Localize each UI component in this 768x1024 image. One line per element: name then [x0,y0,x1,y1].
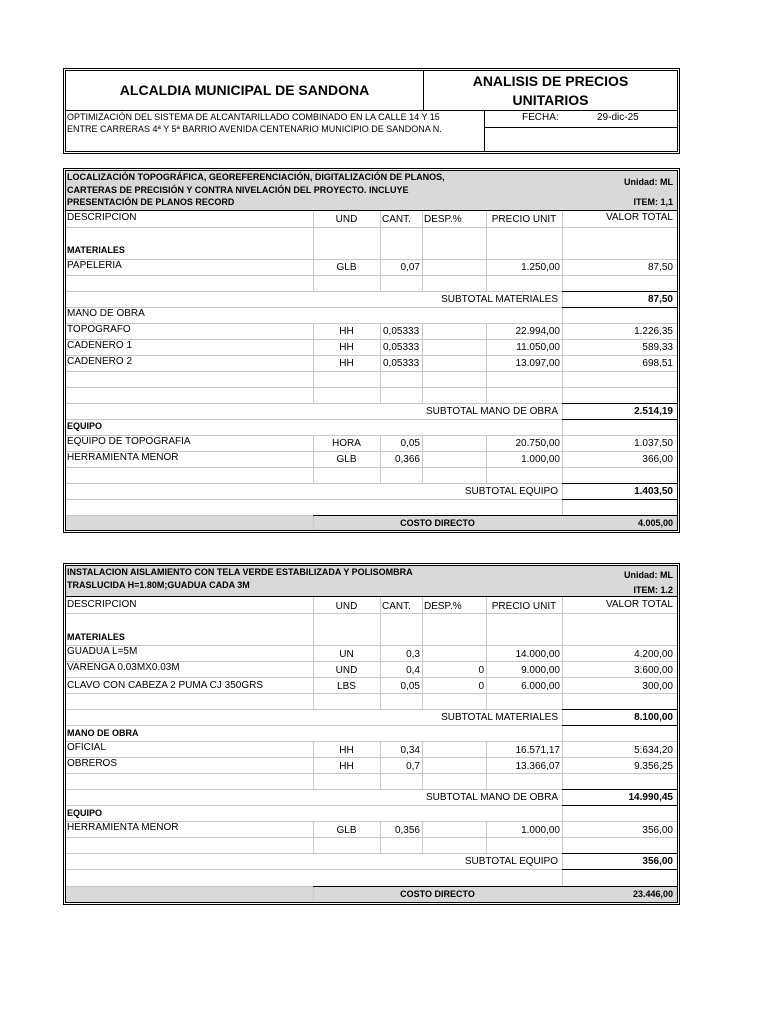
item1-costo: 4.005,00 [637,518,673,528]
col-und: UND [335,214,358,225]
item2-subtotal-mano: 14.990,45 [628,792,673,803]
col-desp: DESP.% [424,601,462,612]
col-desc: DESCRIPCION [67,599,137,610]
col-precio: PRECIO UNIT [491,214,557,225]
item1-subtotal-mano-label: SUBTOTAL MANO DE OBRA [425,406,558,417]
item2-item-number: ITEM: 1.2 [633,585,673,595]
fecha-value: 29-dic-25 [597,112,639,123]
item2-title-line1: INSTALACION AISLAMIENTO CON TELA VERDE ESTABILIZADA Y POLISOMBRA [67,567,413,577]
item2-subtotal-mano-label: SUBTOTAL MANO DE OBRA [425,792,558,803]
item1-costo-label: COSTO DIRECTO [400,518,475,528]
header-vdivider-2 [484,110,485,151]
item2-materiales-label: MATERIALES [67,632,125,642]
item1-item-number: ITEM: 1,1 [633,197,673,207]
item1-subtotal-materiales-label: SUBTOTAL MATERIALES [441,294,558,305]
project-line2: ENTRE CARRERAS 4ª Y 5ª BARRIO AVENIDA CENTENARIO MUNICIPIO DE SANDONA N. [67,124,442,134]
item1-subtotal-mano: 2.514,19 [634,406,673,417]
item2-title-line2: TRASLUCIDA H=1.80M;GUADUA CADA 3M [67,580,250,590]
item1-mano-label: MANO DE OBRA [67,308,145,319]
item1-materiales-label: MATERIALES [67,245,125,255]
item1-subtotal-equipo-label: SUBTOTAL EQUIPO [464,486,558,497]
municipality-title: ALCALDIA MUNICIPAL DE SANDONA [119,82,370,98]
col-desp: DESP.% [424,214,462,225]
item2-subtotal-equipo-label: SUBTOTAL EQUIPO [464,856,558,867]
item1-equipo-label: EQUIPO [67,421,103,431]
header-divider [66,110,677,111]
item1-title-line1: LOCALIZACIÓN TOPOGRÁFICA, GEOREFERENCIACIÓN, DIGITALIZACIÓN DE PLANOS, [67,172,445,182]
header-divider-2 [484,127,677,128]
col-valor: VALOR TOTAL [605,212,673,223]
item1-title-line3: PRESENTACIÓN DE PLANOS RECORD [67,197,235,207]
item2-subtotal-materiales: 8.100,00 [634,712,673,723]
project-line1: OPTIMIZACIÓN DEL SISTEMA DE ALCANTARILLADO COMBINADO EN LA CALLE 14 Y 15 [67,112,440,122]
col-valor: VALOR TOTAL [605,599,673,610]
item2-equipo-label: EQUIPO [67,808,103,818]
item2-subtotal-equipo: 356,00 [642,856,673,867]
item2-costo: 23.446,00 [632,889,673,899]
fecha-label: FECHA: [522,112,559,123]
col-desc: DESCRIPCION [67,212,137,223]
document-title-line1: ANALISIS DE PRECIOS [472,73,629,89]
item1-subtotal-materiales: 87,50 [647,294,673,305]
col-cant: CANT. [382,214,411,225]
col-precio: PRECIO UNIT [491,601,557,612]
item1-subtotal-equipo: 1.403,50 [634,486,673,497]
item2-mano-label: MANO DE OBRA [67,728,139,738]
item2-subtotal-materiales-label: SUBTOTAL MATERIALES [441,712,558,723]
item2-unidad: Unidad: ML [624,570,673,580]
col-und: UND [335,601,358,612]
document-title-line2: UNITARIOS [512,92,589,108]
item2-costo-label: COSTO DIRECTO [400,889,475,899]
col-cant: CANT. [382,601,411,612]
item1-unidad: Unidad: ML [624,177,673,187]
item1-title-line2: CARTERAS DE PRECISIÓN Y CONTRA NIVELACIÓN DEL PROYECTO. INCLUYE [67,185,409,195]
